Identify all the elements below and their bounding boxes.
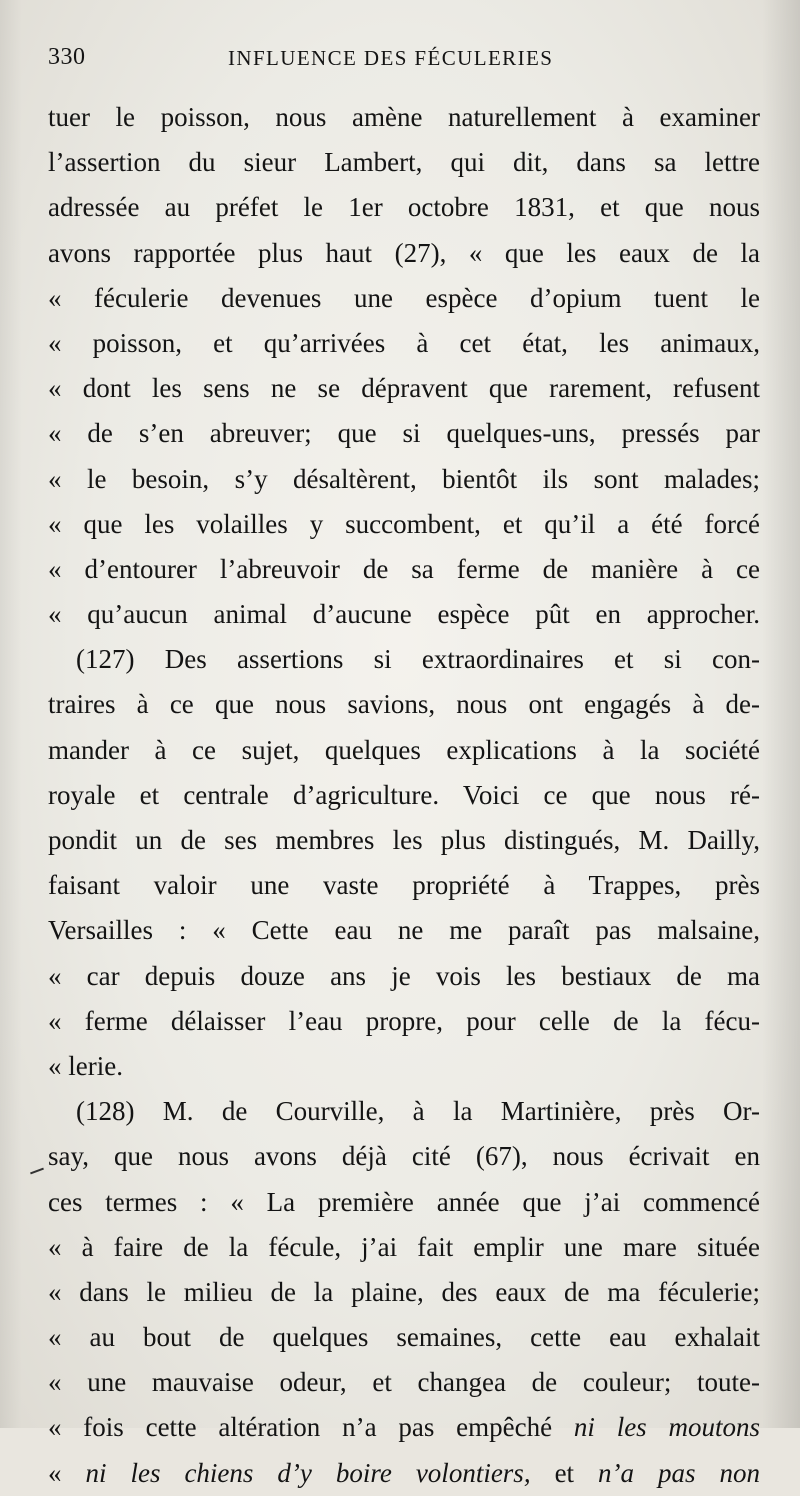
italic-segment: ni les moutons: [573, 1412, 760, 1443]
text-line: avons rapportée plus haut (27), « que les eaux de la: [48, 237, 760, 268]
running-title: INFLUENCE DES FÉCULERIES: [228, 46, 554, 70]
text-segment: « fois cette altération n’a pas empêché: [48, 1412, 553, 1443]
text-line: tuer le poisson, nous amène naturellement à examiner: [48, 102, 760, 132]
italic-segment: ni les chiens d’y boire volontiers,: [85, 1457, 531, 1488]
text-line: « lerie.: [48, 1050, 123, 1081]
text-line: « de s’en abreuver; que si quelques-uns, pressés par: [48, 418, 760, 449]
text-line: « au bout de quelques semaines, cette eau exhalait: [48, 1322, 760, 1353]
text-line: mander à ce sujet, quelques explications à la société: [48, 734, 760, 765]
text-line: Versailles : « Cette eau ne me paraît pas malsaine,: [48, 915, 760, 946]
page-edge-shadow: [762, 0, 800, 1428]
text-line: « que les volailles y succombent, et qu’il a été forcé: [48, 508, 760, 539]
text-line: « féculerie devenues une espèce d’opium tuent le: [48, 282, 760, 313]
text-line: royale et centrale d’agriculture. Voici ce que nous ré-: [48, 779, 760, 810]
text-line-mixed: [48, 1405, 760, 1450]
page-header: [48, 44, 758, 80]
text-line: « le besoin, s’y désaltèrent, bientôt ils sont malades;: [48, 463, 760, 494]
text-line: « à faire de la fécule, j’ai fait emplir une mare située: [48, 1231, 760, 1262]
paragraph-127-start: (127) Des assertions si extraordinaires et si con-: [76, 644, 760, 675]
text-line-mixed: [48, 1451, 760, 1496]
text-line: « dont les sens ne se dépravent que rarement, refusent: [48, 373, 760, 404]
text-line: l’assertion du sieur Lambert, qui dit, dans sa lettre: [48, 147, 760, 178]
text-line: « qu’aucun animal d’aucune espèce pût en approcher.: [48, 599, 760, 630]
text-line: say, que nous avons déjà cité (67), nous écrivait en: [48, 1141, 760, 1172]
text-line: « car depuis douze ans je vois les bestiaux de ma: [48, 960, 760, 991]
text-segment: «: [48, 1457, 86, 1488]
text-line: « d’entourer l’abreuvoir de sa ferme de manière à ce: [48, 553, 760, 584]
text-line: adressée au préfet le 1er octobre 1831, et que nous: [48, 192, 760, 223]
text-line: « poisson, et qu’arrivées à cet état, les animaux,: [48, 327, 760, 358]
text-line: traires à ce que nous savions, nous ont engagés à de-: [48, 689, 760, 720]
margin-pencil-mark: [30, 1168, 44, 1175]
paragraph-128-start: (128) M. de Courville, à la Martinière, près Or-: [76, 1096, 760, 1127]
text-line: faisant valoir une vaste propriété à Trappes, près: [48, 870, 760, 901]
text-line: « ferme délaisser l’eau propre, pour celle de la fécu-: [48, 1005, 760, 1036]
body-text: [48, 95, 760, 1496]
text-line: « dans le milieu de la plaine, des eaux de ma féculerie;: [48, 1276, 760, 1307]
text-segment: et: [554, 1457, 575, 1488]
page-gutter-shadow: [0, 0, 22, 1428]
text-line: ces termes : « La première année que j’ai commencé: [48, 1186, 760, 1217]
text-line: « une mauvaise odeur, et changea de couleur; toute-: [48, 1367, 760, 1398]
text-line: pondit un de ses membres les plus distingués, M. Dailly,: [48, 825, 760, 855]
page-number: 330: [48, 44, 86, 70]
italic-segment: n’a pas non: [598, 1457, 761, 1488]
